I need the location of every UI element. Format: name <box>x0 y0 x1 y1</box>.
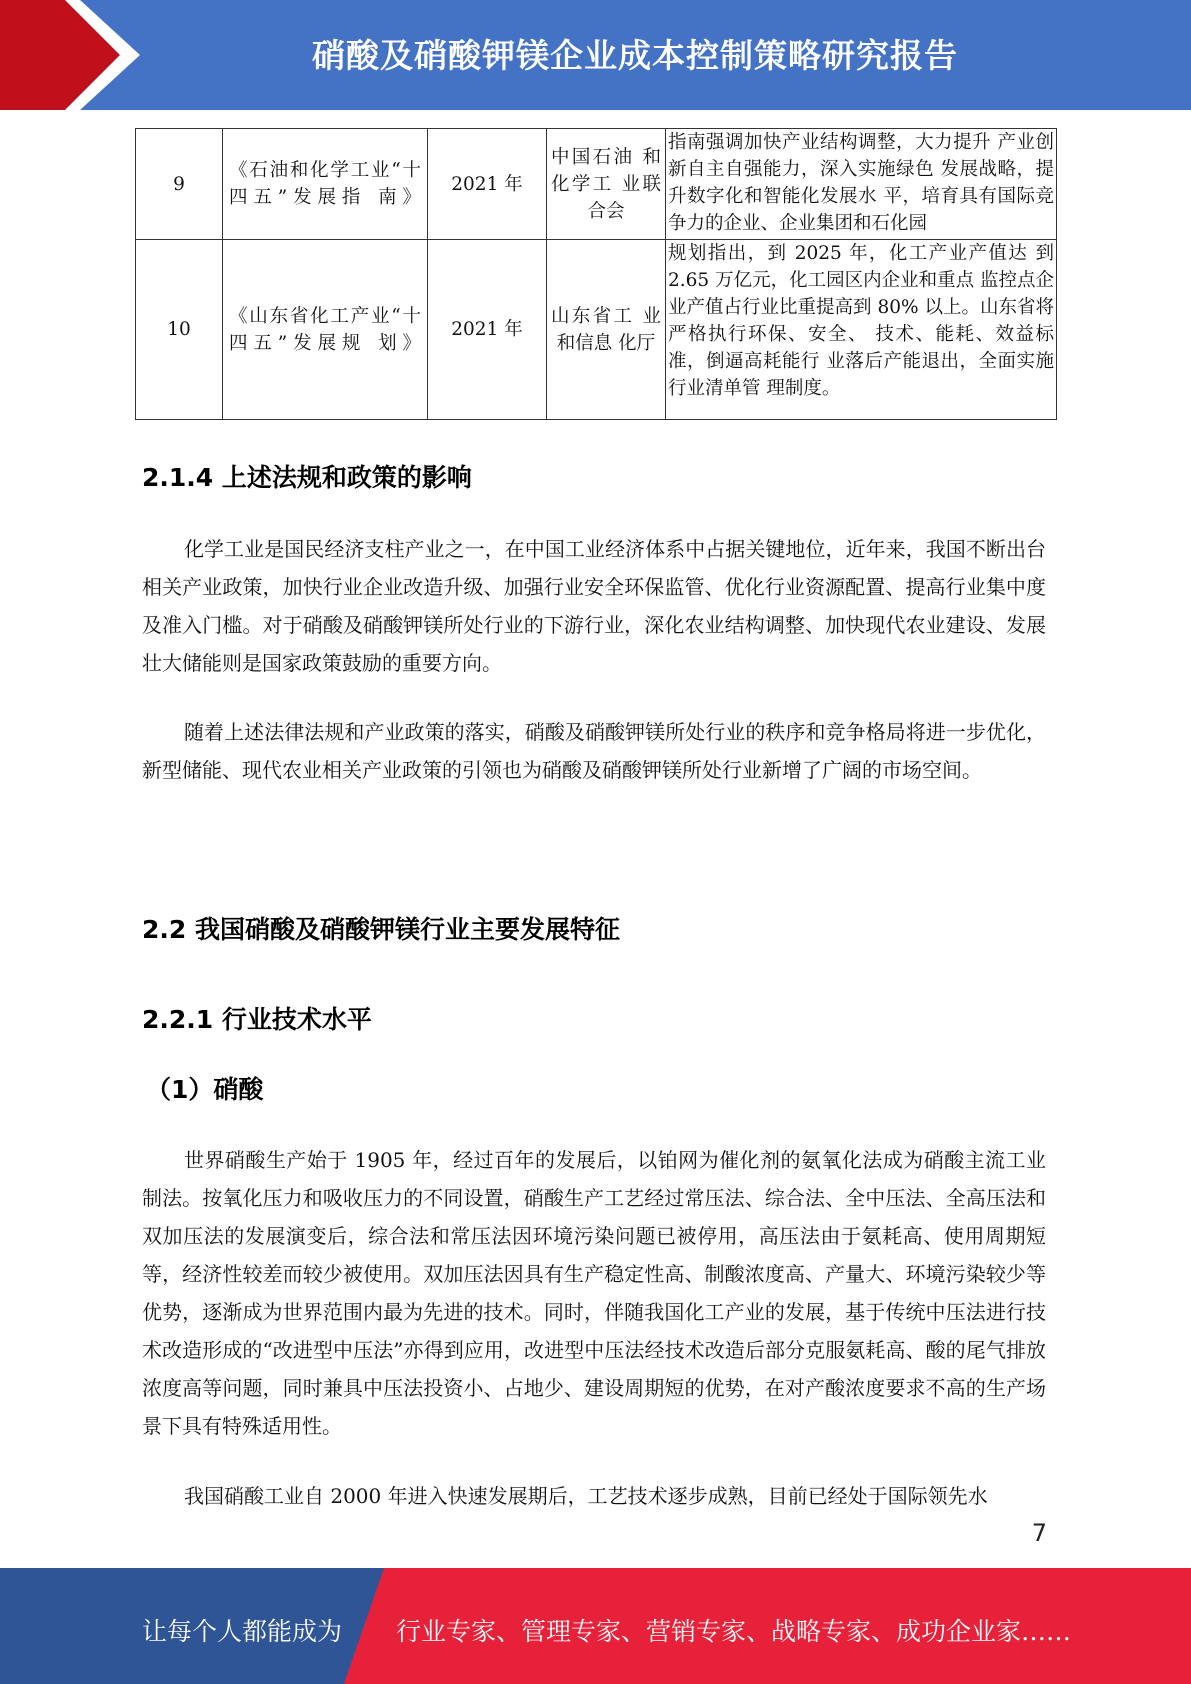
header-band <box>0 0 1191 110</box>
footer-slogan-right: 行业专家、管理专家、营销专家、战略专家、成功企业家…… <box>396 1617 1072 1646</box>
policy-content: 规划指出，到 2025 年，化工产业产值达 到 2.65 万亿元，化工园区内企业和重点 监控点企业产值占行业比重提高到 80% 以上。山东省将严格执行环保、安全、 技术、能耗、效益标准，倒逼高耗能行 业落后产能退出，全面实施行业清单管 理制度。 <box>666 240 1057 420</box>
section-heading-2-1-4: 2.1.4 上述法规和政策的影响 <box>142 463 472 492</box>
policy-table <box>135 128 1057 420</box>
paragraph: 随着上述法律法规和产业政策的落实，硝酸及硝酸钾镁所处行业的秩序和竞争格局将进一步优化，新型储能、现代农业相关产业政策的引领也为硝酸及硝酸钾镁所处行业新增了广阔的市场空间。 <box>142 720 1046 782</box>
header-red-arrow <box>0 0 160 110</box>
policy-name: 《石油和化学工业“十四五”发展指 南》 <box>223 129 428 240</box>
policy-year: 2021 年 <box>428 240 547 420</box>
report-title: 硝酸及硝酸钾镁企业成本控制策略研究报告 <box>312 36 958 75</box>
policy-name: 《山东省化工产业“十四五”发展规 划》 <box>223 240 428 420</box>
paragraph: 化学工业是国民经济支柱产业之一，在中国工业经济体系中占据关键地位，近年来，我国不断出台相关产业政策，加快行业企业改造升级、加强行业安全环保监管、优化行业资源配置、提高行业集中度及准入门槛。对于硝酸及硝酸钾镁所处行业的下游行业，深化农业结构调整、加快现代农业建设、发展壮大储能则是国家政策鼓励的重要方向。 <box>142 537 1046 675</box>
table-row <box>136 129 1057 240</box>
subheading-nitric-acid: （1）硝酸 <box>146 1075 264 1104</box>
issuing-organization: 山东省工 业和信息 化厅 <box>547 240 666 420</box>
footer-band <box>0 1568 1191 1684</box>
table-row <box>136 240 1057 420</box>
section-heading-2-2-1: 2.2.1 行业技术水平 <box>142 1005 372 1034</box>
policy-year: 2021 年 <box>428 129 547 240</box>
row-number: 9 <box>136 129 223 240</box>
footer-slogan-left: 让每个人都能成为 <box>142 1617 343 1646</box>
paragraph: 我国硝酸工业自 2000 年进入快速发展期后，工艺技术逐步成熟，目前已经处于国际领先水 <box>184 1484 988 1508</box>
paragraph: 世界硝酸生产始于 1905 年，经过百年的发展后，以铂网为催化剂的氨氧化法成为硝酸主流工业制法。按氧化压力和吸收压力的不同设置，硝酸生产工艺经过常压法、综合法、全中压法、全高压法和双加压法的发展演变后，综合法和常压法因环境污染问题已被停用，高压法由于氨耗高、使用周期短等，经济性较差而较少被使用。双加压法因具有生产稳定性高、制酸浓度高、产量大、环境污染较少等优势，逐渐成为世界范围内最为先进的技术。同时，伴随我国化工产业的发展，基于传统中压法进行技术改造形成的“改进型中压法”亦得到应用，改进型中压法经技术改造后部分克服氨耗高、酸的尾气排放浓度高等问题，同时兼具中压法投资小、占地少、建设周期短的优势，在对产酸浓度要求不高的生产场景下具有特殊适用性。 <box>142 1148 1046 1438</box>
section-heading-2-2: 2.2 我国硝酸及硝酸钾镁行业主要发展特征 <box>142 915 620 944</box>
issuing-organization: 中国石油 和化学工 业联合会 <box>547 129 666 240</box>
policy-content: 指南强调加快产业结构调整，大力提升 产业创新自主自强能力，深入实施绿色 发展战略，提升数字化和智能化发展水 平，培育具有国际竞争力的企业、企业集团和石化园 <box>666 129 1057 240</box>
page-number: 7 <box>1031 1519 1047 1547</box>
row-number: 10 <box>136 240 223 420</box>
